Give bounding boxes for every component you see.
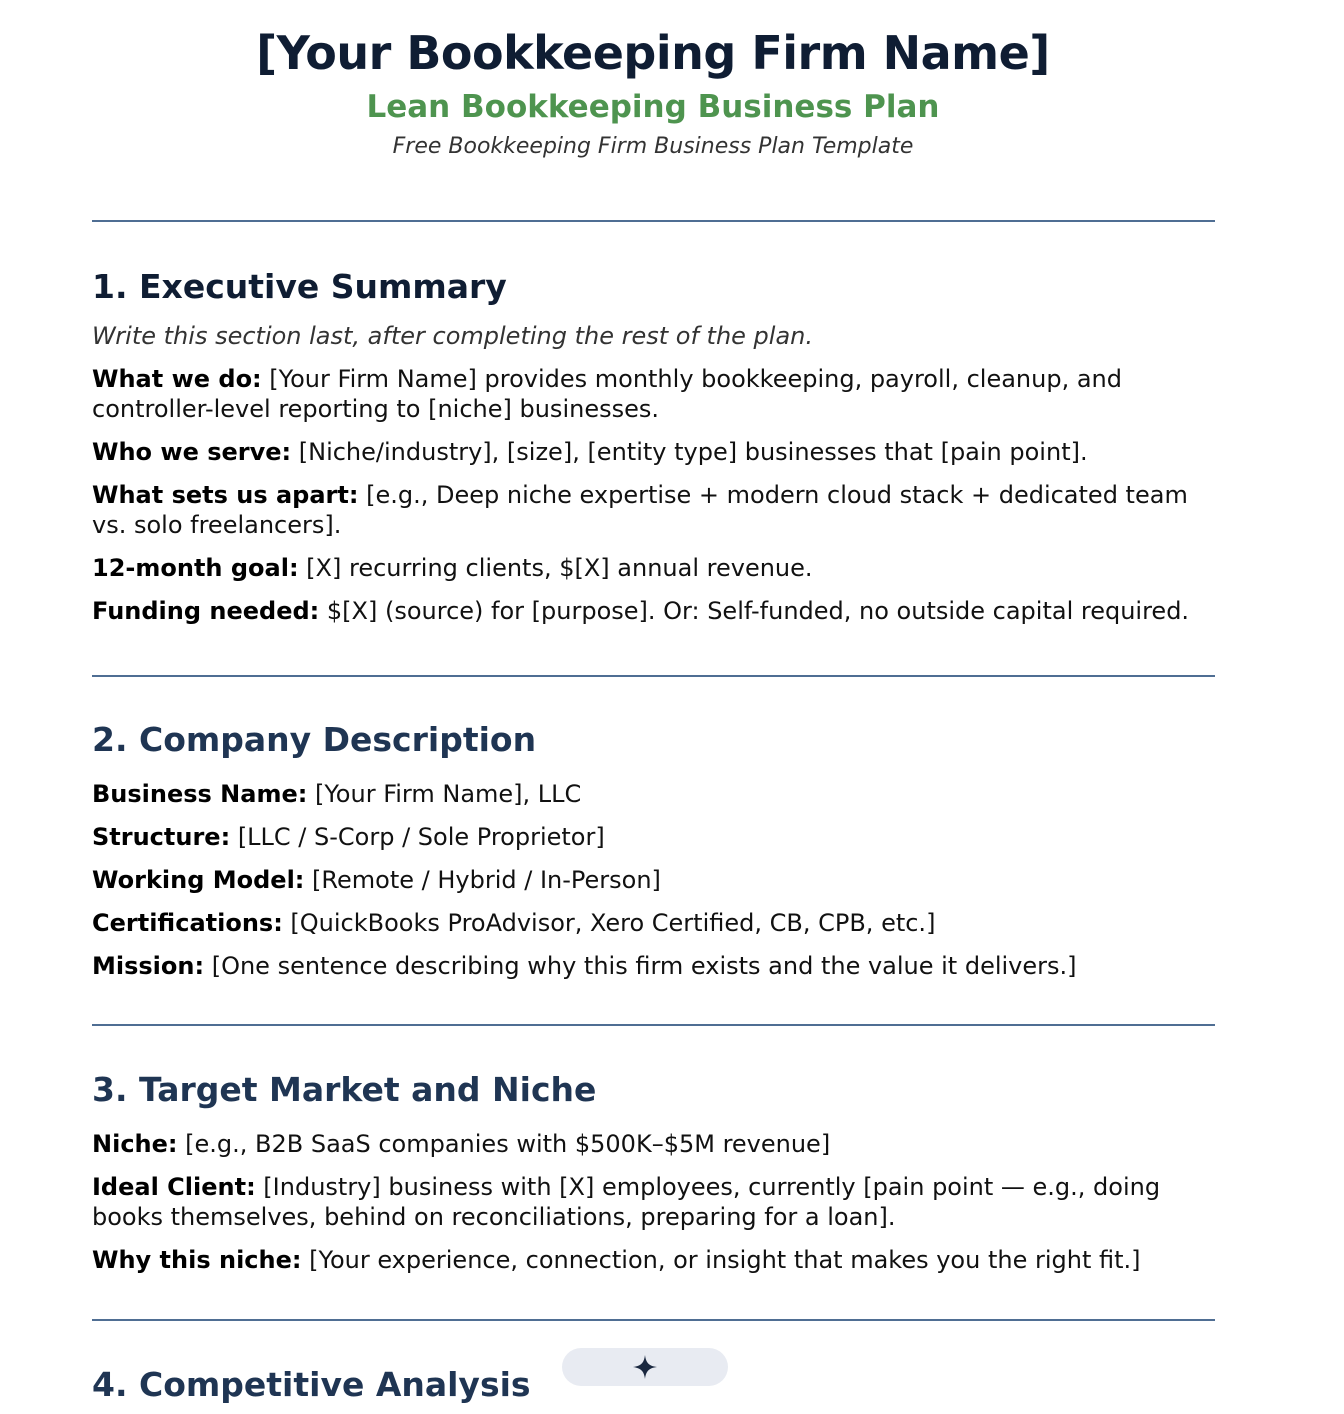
- document-title: [Your Bookkeeping Firm Name]: [256, 26, 1050, 80]
- field-label: Working Model:: [92, 866, 305, 894]
- field-label: Funding needed:: [92, 597, 320, 625]
- section-heading: 1. Executive Summary: [92, 267, 507, 306]
- field-what-sets-us-apart: [92, 480, 1215, 540]
- field-value: [Your Firm Name], LLC: [307, 780, 582, 808]
- section-divider: [92, 220, 1215, 222]
- document-tagline: Free Bookkeeping Firm Business Plan Template: [392, 134, 914, 159]
- section-heading: 2. Company Description: [92, 720, 537, 759]
- field-who-we-serve: [92, 437, 1215, 467]
- field-value: [Industry] business with [X] employees, currently [pain point — e.g., doing books themselves, behind on reconciliations, preparing for a loan].: [92, 1173, 1161, 1231]
- sparkle-icon: [632, 1354, 658, 1380]
- field-label: Structure:: [92, 823, 231, 851]
- section-executive-summary: [92, 265, 1215, 626]
- document-subtitle: Lean Bookkeeping Business Plan: [366, 89, 940, 125]
- section-company-description: [92, 718, 1215, 981]
- section-note: Write this section last, after completing the rest of the plan.: [92, 322, 814, 350]
- field-label: What sets us apart:: [92, 481, 359, 509]
- section-target-market: [92, 1068, 1215, 1275]
- section-divider: [92, 1024, 1215, 1026]
- field-value: $[X] (source) for [purpose]. Or: Self-funded, no outside capital required.: [319, 597, 1190, 625]
- document-header: [0, 22, 1306, 162]
- field-value: [Remote / Hybrid / In-Person]: [304, 866, 661, 894]
- field-12-month-goal: [92, 553, 1215, 583]
- field-what-we-do: [92, 364, 1215, 424]
- field-value: [QuickBooks ProAdvisor, Xero Certified, CB, CPB, etc.]: [282, 909, 936, 937]
- field-certifications: [92, 908, 1215, 938]
- field-funding-needed: [92, 596, 1215, 626]
- section-heading: 4. Competitive Analysis: [92, 1365, 531, 1404]
- field-why-this-niche: [92, 1245, 1215, 1275]
- section-divider: [92, 675, 1215, 677]
- field-label: Who we serve:: [92, 438, 292, 466]
- field-value: [LLC / S-Corp / Sole Proprietor]: [230, 823, 605, 851]
- field-value: [Niche/industry], [size], [entity type] businesses that [pain point].: [291, 438, 1088, 466]
- field-label: Why this niche:: [92, 1246, 302, 1274]
- field-label: Ideal Client:: [92, 1173, 256, 1201]
- section-heading: 3. Target Market and Niche: [92, 1070, 597, 1109]
- field-structure: [92, 822, 1215, 852]
- field-value: [X] recurring clients, $[X] annual revenue.: [298, 554, 813, 582]
- field-value: [e.g., B2B SaaS companies with $500K–$5M revenue]: [177, 1130, 831, 1158]
- field-ideal-client: [92, 1172, 1215, 1232]
- field-label: Mission:: [92, 952, 205, 980]
- field-mission: [92, 951, 1215, 981]
- field-label: Certifications:: [92, 909, 283, 937]
- field-label: What we do:: [92, 365, 262, 393]
- section-divider: [92, 1319, 1215, 1321]
- ai-assist-button[interactable]: [562, 1348, 728, 1386]
- field-niche: [92, 1129, 1215, 1159]
- field-business-name: [92, 779, 1215, 809]
- field-label: 12-month goal:: [92, 554, 299, 582]
- field-value: [Your experience, connection, or insight that makes you the right fit.]: [301, 1246, 1141, 1274]
- field-value: [Your Firm Name] provides monthly bookkeeping, payroll, cleanup, and controller-level reporting to [niche] businesses.: [92, 365, 1122, 423]
- field-label: Niche:: [92, 1130, 178, 1158]
- field-value: [e.g., Deep niche expertise + modern cloud stack + dedicated team vs. solo freelancers].: [92, 481, 1188, 539]
- field-working-model: [92, 865, 1215, 895]
- field-value: [One sentence describing why this firm exists and the value it delivers.]: [204, 952, 1077, 980]
- field-label: Business Name:: [92, 780, 308, 808]
